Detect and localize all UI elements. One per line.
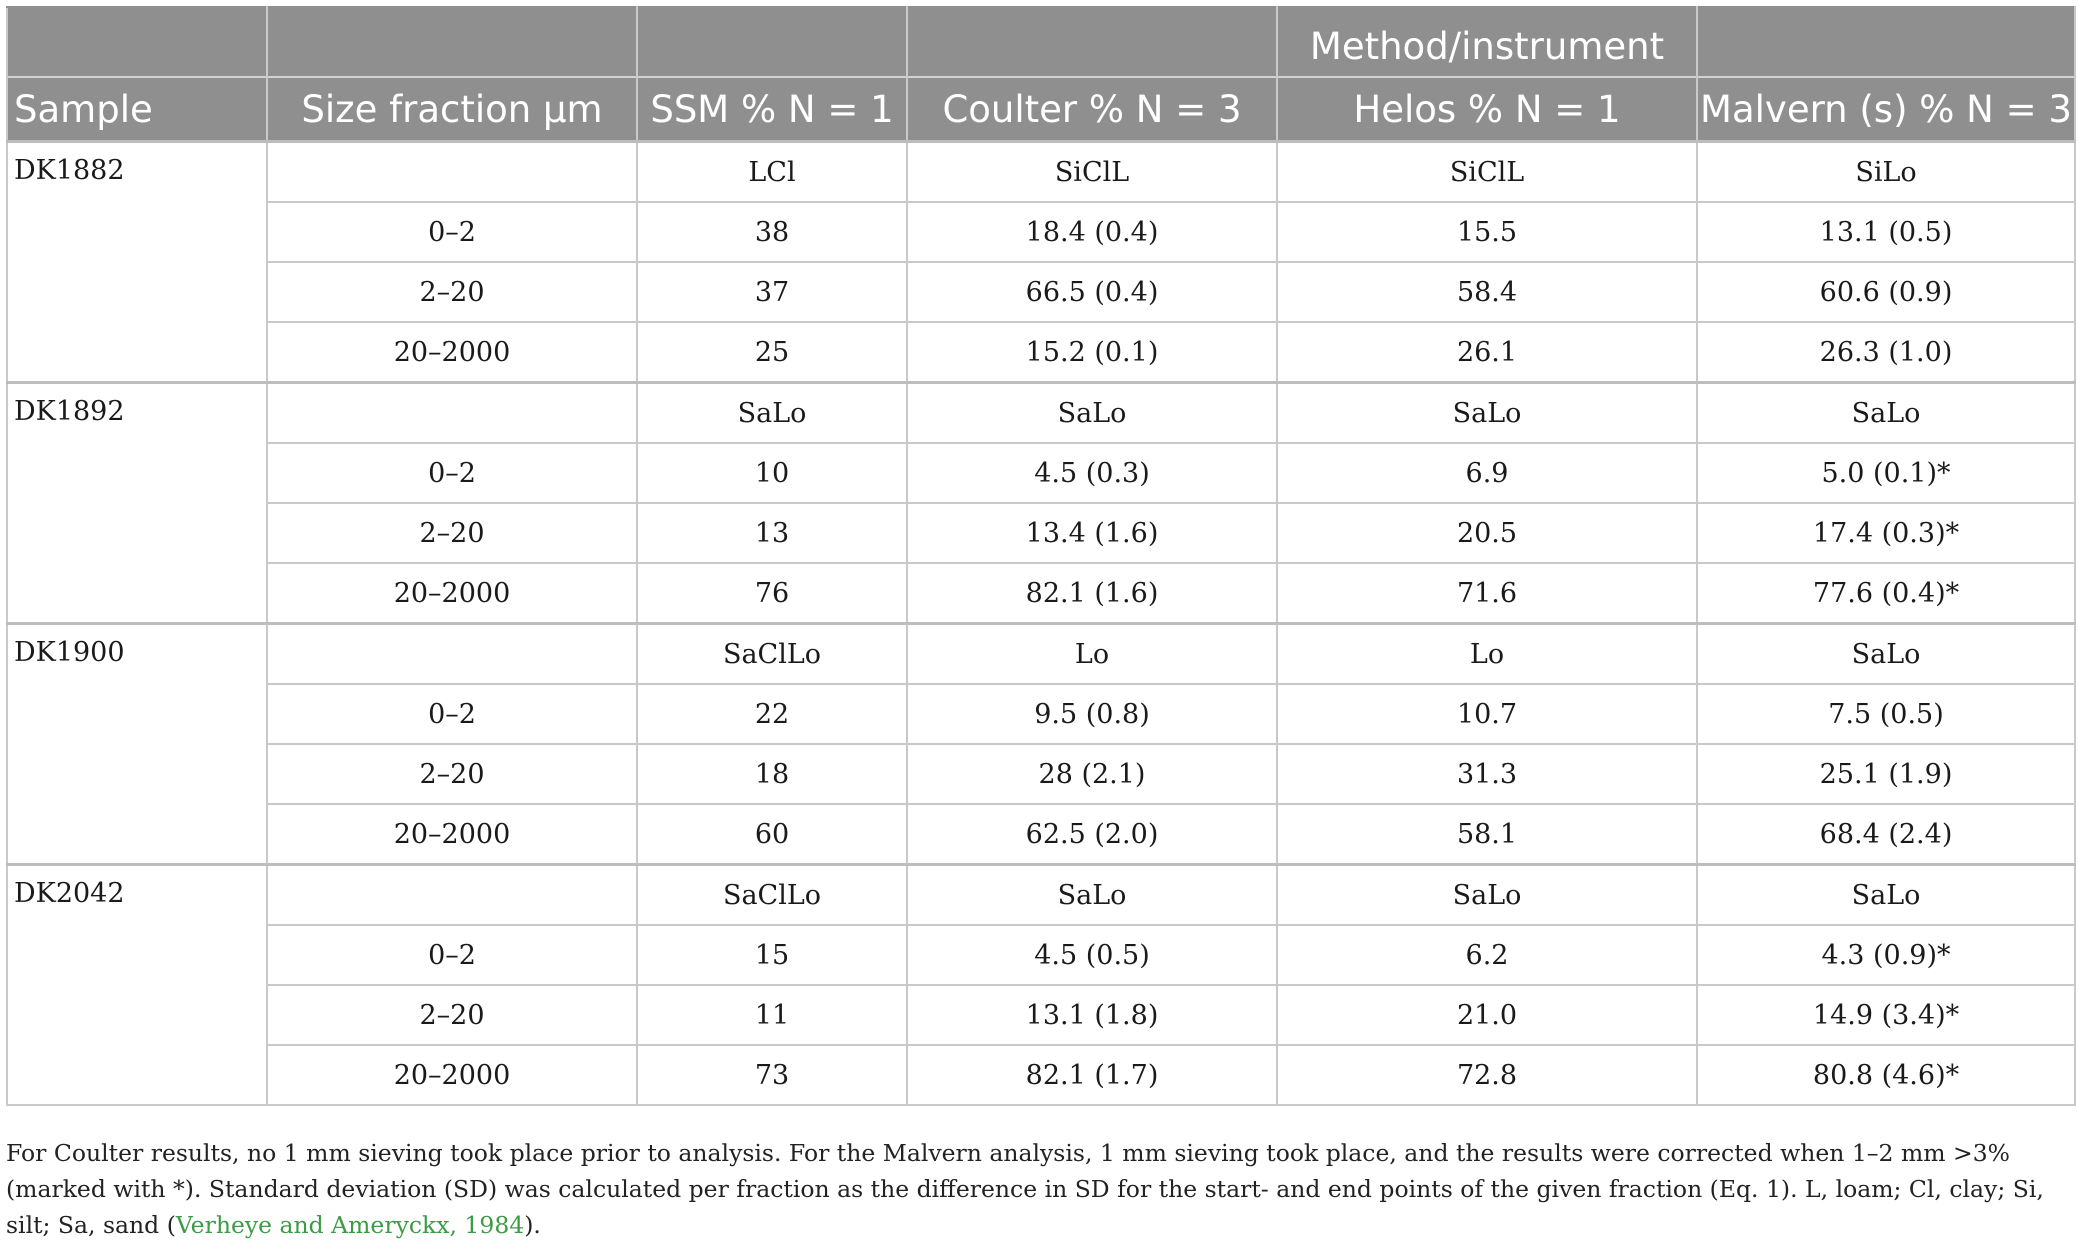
malvern-value: 25.1 (1.9) bbox=[1697, 744, 2075, 804]
coulter-texture: Lo bbox=[907, 624, 1277, 685]
malvern-texture: SiLo bbox=[1697, 142, 2075, 203]
coulter-value: 82.1 (1.6) bbox=[907, 563, 1277, 624]
malvern-value: 68.4 (2.4) bbox=[1697, 804, 2075, 865]
table-row bbox=[7, 985, 2075, 1045]
helos-texture: SiClL bbox=[1277, 142, 1697, 203]
size-fraction: 0–2 bbox=[267, 443, 637, 503]
helos-value: 58.1 bbox=[1277, 804, 1697, 865]
malvern-value: 17.4 (0.3)* bbox=[1697, 503, 2075, 563]
header-spacer bbox=[267, 7, 637, 77]
helos-value: 72.8 bbox=[1277, 1045, 1697, 1105]
malvern-value: 14.9 (3.4)* bbox=[1697, 985, 2075, 1045]
table-row bbox=[7, 142, 2075, 203]
header-spacer bbox=[1697, 7, 2075, 77]
coulter-texture: SaLo bbox=[907, 865, 1277, 926]
size-fraction: 2–20 bbox=[267, 503, 637, 563]
table-row bbox=[7, 744, 2075, 804]
particle-size-table bbox=[6, 6, 2076, 1106]
coulter-value: 66.5 (0.4) bbox=[907, 262, 1277, 322]
size-fraction: 0–2 bbox=[267, 925, 637, 985]
malvern-value: 26.3 (1.0) bbox=[1697, 322, 2075, 383]
helos-value: 10.7 bbox=[1277, 684, 1697, 744]
ssm-value: 10 bbox=[637, 443, 907, 503]
ssm-texture: SaLo bbox=[637, 383, 907, 444]
coulter-value: 62.5 (2.0) bbox=[907, 804, 1277, 865]
header-spacer bbox=[7, 7, 267, 77]
table-row bbox=[7, 804, 2075, 865]
table-row bbox=[7, 443, 2075, 503]
footnote-paragraph bbox=[6, 1135, 2072, 1243]
malvern-value: 13.1 (0.5) bbox=[1697, 202, 2075, 262]
table-row bbox=[7, 262, 2075, 322]
table-row bbox=[7, 503, 2075, 563]
size-fraction: 20–2000 bbox=[267, 1045, 637, 1105]
col-header-size-fraction: Size fraction μm bbox=[267, 77, 637, 142]
table-row bbox=[7, 383, 2075, 444]
ssm-value: 18 bbox=[637, 744, 907, 804]
table-header bbox=[7, 7, 2075, 142]
coulter-value: 4.5 (0.3) bbox=[907, 443, 1277, 503]
table-row bbox=[7, 202, 2075, 262]
size-fraction: 0–2 bbox=[267, 202, 637, 262]
footnote-text: For Coulter results, no 1 mm sieving took place prior to analysis. For the Malvern analysis, 1 mm sieving took place, and the results were corrected when 1–2 mm >3% (marked with *). Standard deviation (SD) was calculated per fraction as the difference in SD for the start- and end points of the given fraction (Eq. 1). L, loam; Cl, clay; Si, silt; Sa, sand ( bbox=[6, 1139, 2044, 1239]
helos-texture: Lo bbox=[1277, 624, 1697, 685]
coulter-texture: SaLo bbox=[907, 383, 1277, 444]
helos-texture: SaLo bbox=[1277, 383, 1697, 444]
coulter-value: 13.1 (1.8) bbox=[907, 985, 1277, 1045]
coulter-value: 13.4 (1.6) bbox=[907, 503, 1277, 563]
coulter-value: 9.5 (0.8) bbox=[907, 684, 1277, 744]
malvern-value: 7.5 (0.5) bbox=[1697, 684, 2075, 744]
malvern-value: 77.6 (0.4)* bbox=[1697, 563, 2075, 624]
size-fraction: 0–2 bbox=[267, 684, 637, 744]
sample-name: DK1882 bbox=[7, 142, 267, 383]
size-fraction-cell bbox=[267, 624, 637, 685]
table-row bbox=[7, 624, 2075, 685]
table-row bbox=[7, 322, 2075, 383]
helos-value: 20.5 bbox=[1277, 503, 1697, 563]
malvern-texture: SaLo bbox=[1697, 624, 2075, 685]
col-header-helos: Helos % N = 1 bbox=[1277, 77, 1697, 142]
size-fraction-cell bbox=[267, 865, 637, 926]
ssm-value: 37 bbox=[637, 262, 907, 322]
helos-value: 71.6 bbox=[1277, 563, 1697, 624]
table-container bbox=[6, 6, 2074, 1106]
table-body bbox=[7, 142, 2075, 1106]
table-row bbox=[7, 865, 2075, 926]
malvern-value: 80.8 (4.6)* bbox=[1697, 1045, 2075, 1105]
ssm-texture: SaClLo bbox=[637, 865, 907, 926]
size-fraction: 20–2000 bbox=[267, 804, 637, 865]
size-fraction: 20–2000 bbox=[267, 563, 637, 624]
header-group-row bbox=[7, 7, 2075, 77]
ssm-value: 11 bbox=[637, 985, 907, 1045]
sample-name: DK1900 bbox=[7, 624, 267, 865]
helos-value: 6.9 bbox=[1277, 443, 1697, 503]
malvern-value: 5.0 (0.1)* bbox=[1697, 443, 2075, 503]
ssm-value: 25 bbox=[637, 322, 907, 383]
size-fraction-cell bbox=[267, 142, 637, 203]
coulter-value: 82.1 (1.7) bbox=[907, 1045, 1277, 1105]
coulter-value: 18.4 (0.4) bbox=[907, 202, 1277, 262]
ssm-value: 22 bbox=[637, 684, 907, 744]
sample-name: DK1892 bbox=[7, 383, 267, 624]
malvern-value: 60.6 (0.9) bbox=[1697, 262, 2075, 322]
ssm-value: 73 bbox=[637, 1045, 907, 1105]
helos-value: 26.1 bbox=[1277, 322, 1697, 383]
col-header-sample: Sample bbox=[7, 77, 267, 142]
header-spacer bbox=[637, 7, 907, 77]
coulter-texture: SiClL bbox=[907, 142, 1277, 203]
col-header-malvern: Malvern (s) % N = 3 bbox=[1697, 77, 2075, 142]
table-row bbox=[7, 1045, 2075, 1105]
helos-value: 21.0 bbox=[1277, 985, 1697, 1045]
ssm-value: 15 bbox=[637, 925, 907, 985]
coulter-value: 4.5 (0.5) bbox=[907, 925, 1277, 985]
helos-value: 58.4 bbox=[1277, 262, 1697, 322]
method-instrument-header: Method/instrument bbox=[1277, 7, 1697, 77]
coulter-value: 28 (2.1) bbox=[907, 744, 1277, 804]
table-row bbox=[7, 563, 2075, 624]
header-spacer bbox=[907, 7, 1277, 77]
coulter-value: 15.2 (0.1) bbox=[907, 322, 1277, 383]
table-footnote bbox=[6, 1135, 2072, 1243]
header-column-row bbox=[7, 77, 2075, 142]
col-header-ssm: SSM % N = 1 bbox=[637, 77, 907, 142]
sample-name: DK2042 bbox=[7, 865, 267, 1106]
ssm-value: 38 bbox=[637, 202, 907, 262]
table-row bbox=[7, 925, 2075, 985]
table-row bbox=[7, 684, 2075, 744]
malvern-texture: SaLo bbox=[1697, 865, 2075, 926]
ssm-texture: LCl bbox=[637, 142, 907, 203]
citation-link[interactable]: Verheye and Ameryckx, 1984 bbox=[175, 1211, 525, 1239]
ssm-value: 76 bbox=[637, 563, 907, 624]
ssm-value: 60 bbox=[637, 804, 907, 865]
ssm-value: 13 bbox=[637, 503, 907, 563]
malvern-texture: SaLo bbox=[1697, 383, 2075, 444]
malvern-value: 4.3 (0.9)* bbox=[1697, 925, 2075, 985]
col-header-coulter: Coulter % N = 3 bbox=[907, 77, 1277, 142]
size-fraction: 2–20 bbox=[267, 985, 637, 1045]
footnote-closing: ). bbox=[524, 1211, 541, 1239]
helos-value: 15.5 bbox=[1277, 202, 1697, 262]
helos-value: 6.2 bbox=[1277, 925, 1697, 985]
size-fraction-cell bbox=[267, 383, 637, 444]
helos-texture: SaLo bbox=[1277, 865, 1697, 926]
size-fraction: 20–2000 bbox=[267, 322, 637, 383]
ssm-texture: SaClLo bbox=[637, 624, 907, 685]
helos-value: 31.3 bbox=[1277, 744, 1697, 804]
size-fraction: 2–20 bbox=[267, 262, 637, 322]
size-fraction: 2–20 bbox=[267, 744, 637, 804]
